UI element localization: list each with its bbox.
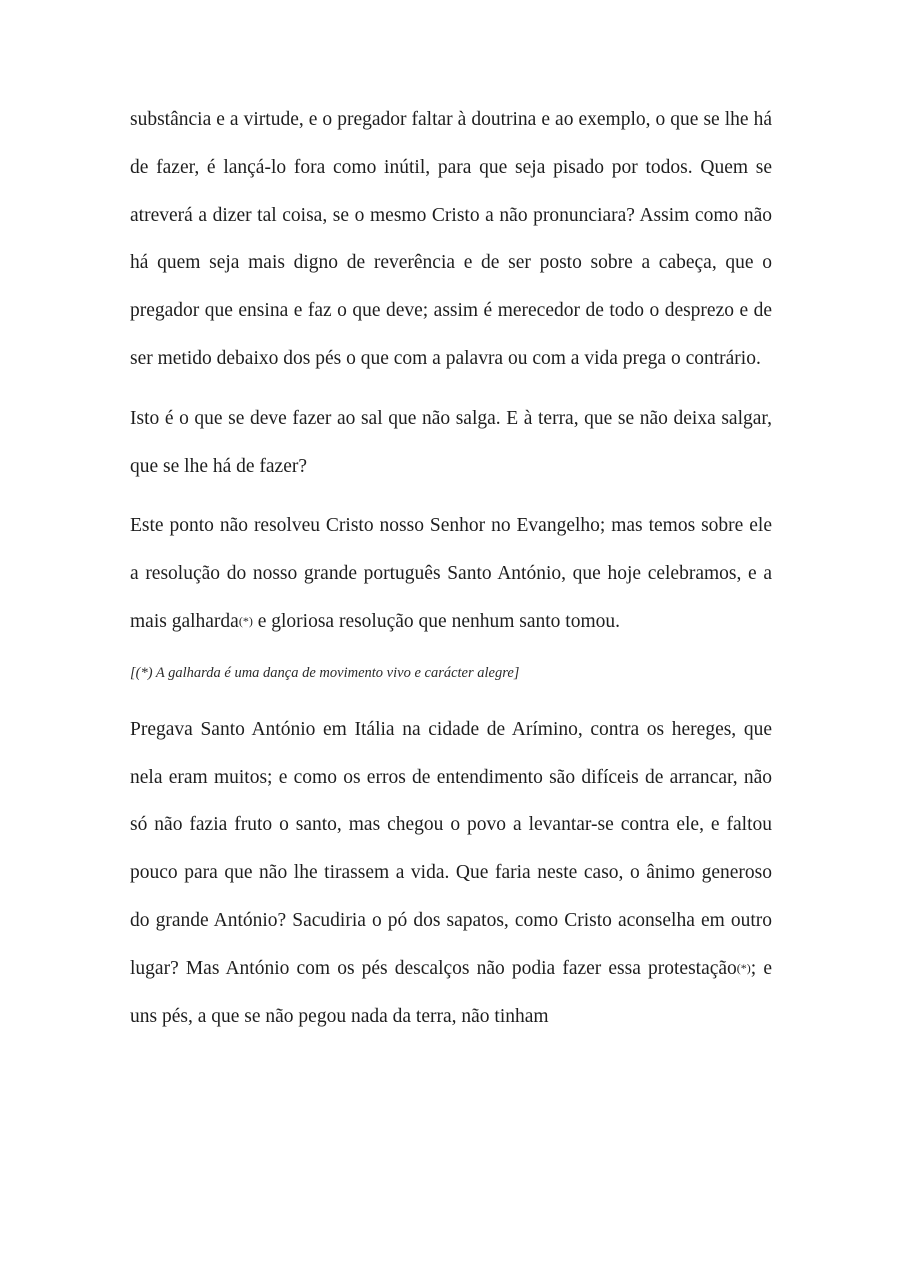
footnote-marker: (*)	[736, 960, 751, 975]
paragraph-gap	[130, 490, 772, 502]
document-page	[130, 96, 772, 1040]
paragraph-3-text-after: e gloriosa resolução que nenhum santo tomou.	[252, 610, 621, 632]
footnote-marker: (*)	[238, 613, 253, 628]
paragraph-gap	[130, 383, 772, 395]
paragraph-3	[130, 502, 772, 645]
paragraph-4	[130, 706, 772, 1041]
paragraph-4-text-after: ; e uns pés, a que se não pegou nada da terra, não tinham	[130, 957, 772, 1027]
paragraph-2: Isto é o que se deve fazer ao sal que não salga. E à terra, que se não deixa salgar, que se lhe há de fazer?	[130, 407, 772, 477]
paragraph-4-text-before: Pregava Santo António em Itália na cidade de Arímino, contra os hereges, que nela eram muitos; e como os erros de entendimento são difíceis de arrancar, não só não fazia fruto o santo, mas chegou o povo a levantar-se contra ele, e faltou pouco para que não lhe tirassem a vida. Que faria neste caso, o ânimo generoso do grande António? Sacudiria o pó dos sapatos, como Cristo aconselha em outro lugar? Mas António com os pés descalços não podia fazer essa protestação	[130, 718, 772, 979]
footnote-text: [(*) A galharda é uma dança de movimento vivo e carácter alegre]	[130, 664, 520, 681]
paragraph-3-text-before: Este ponto não resolveu Cristo nosso Senhor no Evangelho; mas temos sobre ele a resolução do nosso grande português Santo António, que hoje celebramos, e a mais galharda	[130, 515, 772, 632]
paragraph-1: substância e a virtude, e o pregador faltar à doutrina e ao exemplo, o que se lhe há de fazer, é lançá-lo fora como inútil, para que seja pisado por todos. Quem se atreverá a dizer tal coisa, se o mesmo Cristo a não pronunciara? Assim como não há quem seja mais digno de reverência e de ser posto sobre a cabeça, que o pregador que ensina e faz o que deve; assim é merecedor de todo o desprezo e de ser metido debaixo dos pés o que com a palavra ou com a vida prega o contrário.	[130, 109, 772, 369]
